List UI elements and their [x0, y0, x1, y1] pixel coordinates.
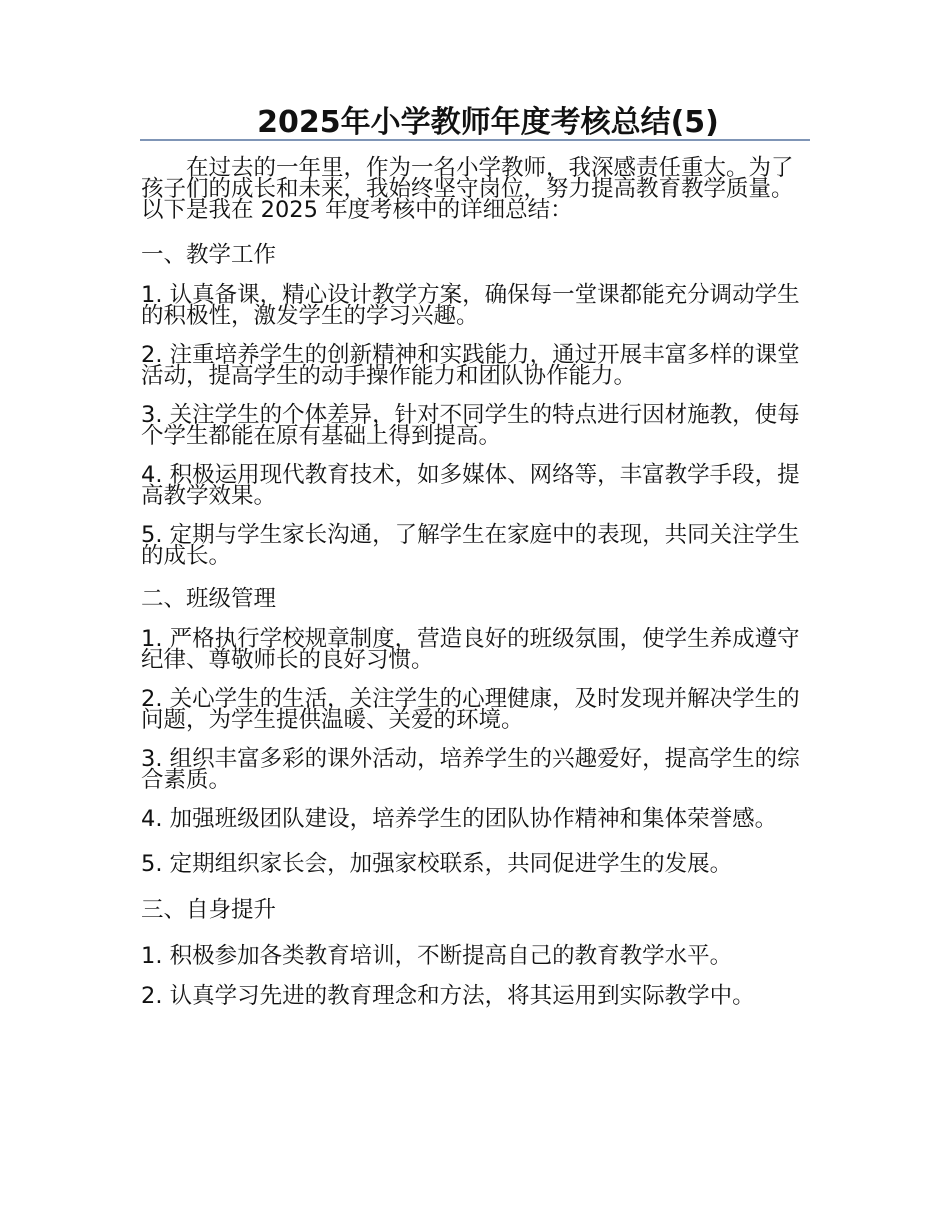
teaching-item-3: 3. 关注学生的个体差异，针对不同学生的特点进行因材施教，使每个学生都能在原有基础上得到提高。 [141, 402, 800, 449]
teaching-item-2: 2. 注重培养学生的创新精神和实践能力，通过开展丰富多样的课堂活动，提高学生的动手操作能力和团队协作能力。 [141, 342, 800, 389]
self-item-2: 2. 认真学习先进的教育理念和方法，将其运用到实际教学中。 [141, 983, 755, 1009]
document-body [141, 155, 813, 1025]
class-item-2: 2. 关心学生的生活，关注学生的心理健康，及时发现并解决学生的问题，为学生提供温暖、关爱的环境。 [141, 686, 800, 733]
section-heading-teaching: 一、教学工作 [141, 242, 277, 268]
title-underline [140, 139, 810, 141]
teaching-item-4: 4. 积极运用现代教育技术，如多媒体、网络等，丰富教学手段，提高教学效果。 [141, 462, 800, 509]
self-item-1: 1. 积极参加各类教育培训，不断提高自己的教育教学水平。 [141, 943, 733, 969]
intro-paragraph: 在过去的一年里，作为一名小学教师，我深感责任重大。为了孩子们的成长和未来，我始终坚守岗位，努力提高教育教学质量。以下是我在 2025 年度考核中的详细总结： [141, 155, 794, 223]
class-item-4: 4. 加强班级团队建设，培养学生的团队协作精神和集体荣誉感。 [141, 806, 778, 832]
class-item-1: 1. 严格执行学校规章制度，营造良好的班级氛围，使学生养成遵守纪律、尊敬师长的良好习惯。 [141, 626, 800, 673]
document-title: 2025年小学教师年度考核总结(5) [257, 105, 719, 140]
teaching-item-1: 1. 认真备课，精心设计教学方案，确保每一堂课都能充分调动学生的积极性，激发学生的学习兴趣。 [141, 282, 800, 329]
class-item-3: 3. 组织丰富多彩的课外活动，培养学生的兴趣爱好，提高学生的综合素质。 [141, 746, 800, 793]
teaching-item-5: 5. 定期与学生家长沟通，了解学生在家庭中的表现，共同关注学生的成长。 [141, 522, 800, 569]
section-heading-class-management: 二、班级管理 [141, 586, 277, 612]
class-item-5: 5. 定期组织家长会，加强家校联系，共同促进学生的发展。 [141, 851, 733, 877]
section-heading-self-improvement: 三、自身提升 [141, 897, 277, 923]
